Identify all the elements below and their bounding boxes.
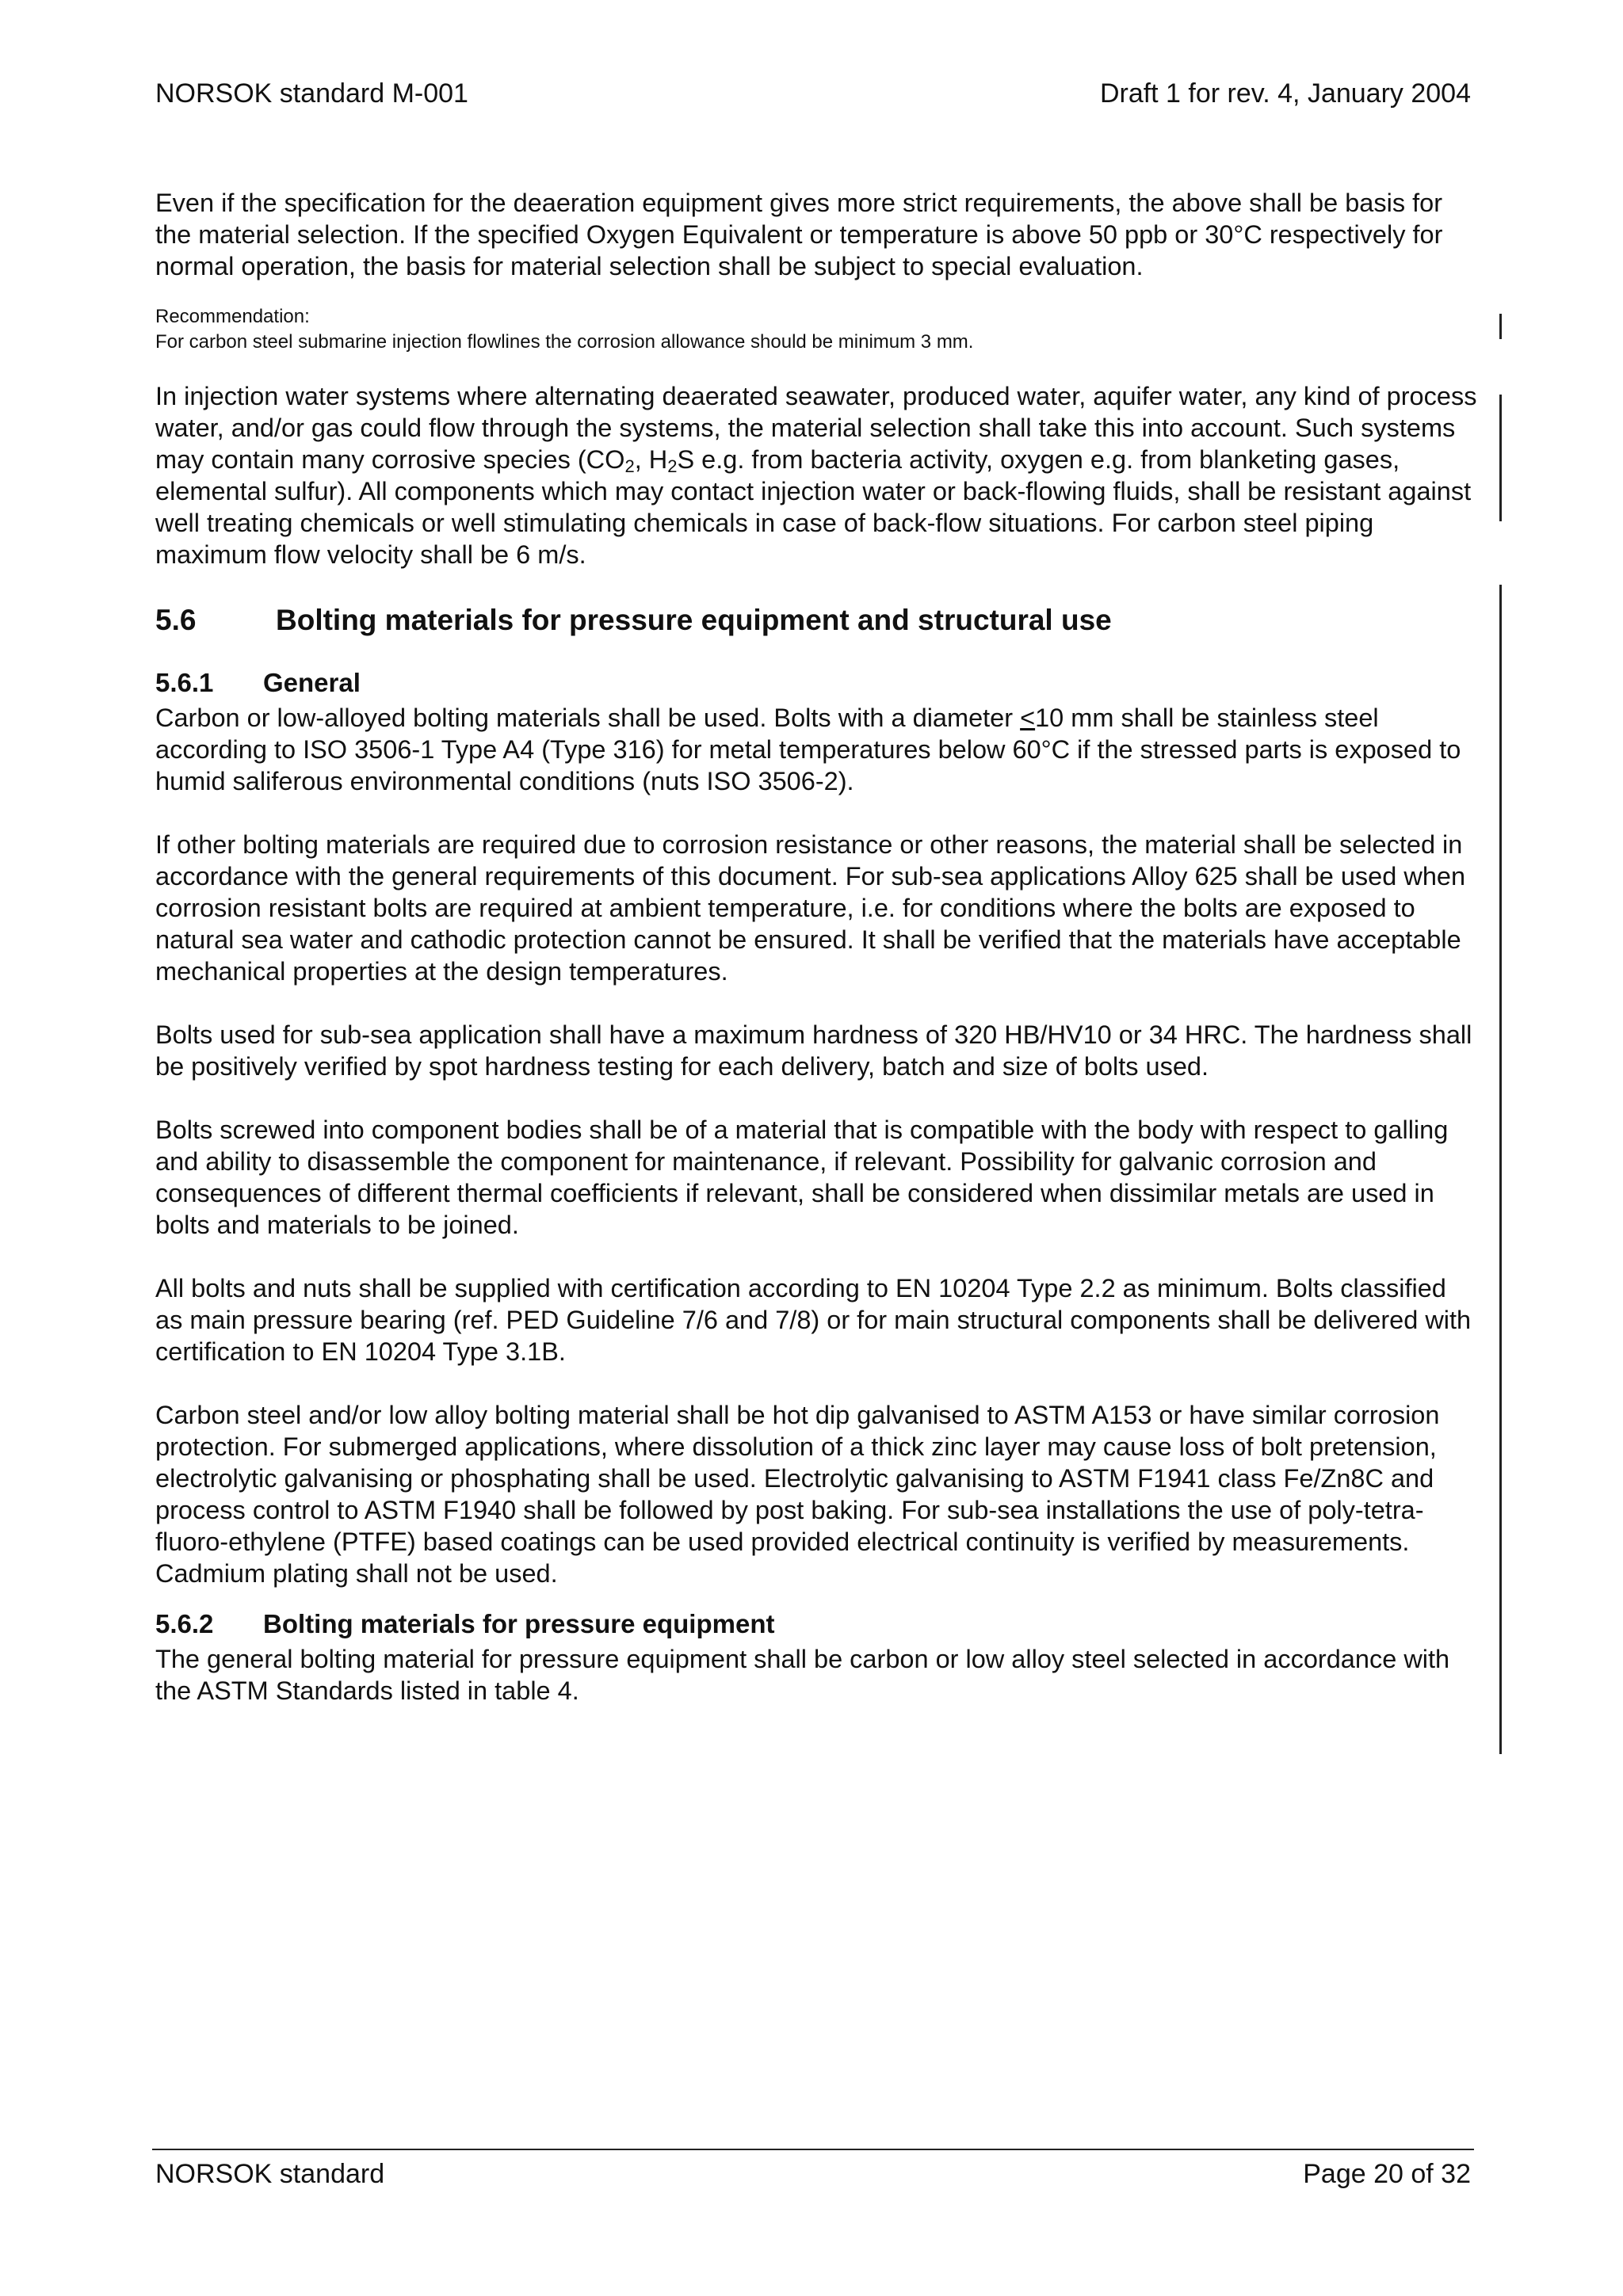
recommendation-label: Recommendation: (155, 306, 310, 327)
paragraph-general-3: Bolts used for sub-sea application shall have a maximum hardness of 320 HB/HV10 or 34 HRC. The hardness shall be positively verified by spot hardness testing for each delivery, batch and size of bolts used. (155, 1020, 1472, 1081)
paragraph-general-5: All bolts and nuts shall be supplied with certification according to EN 10204 Type 2.2 as minimum. Bolts classified as main pressure bearing (ref. PED Guideline 7/6 and 7/8) or for main structural components shall be delivered with certification to EN 10204 Type 3.1B. (155, 1274, 1472, 1366)
section-heading-5-6-1 (155, 667, 1479, 699)
header-draft-info: Draft 1 for rev. 4, January 2004 (1099, 78, 1471, 109)
section-title: General (263, 668, 361, 697)
paragraph-injection-water: In injection water systems where alternating deaerated seawater, produced water, aquifer water, any kind of process water, and/or gas could flow through the systems, the material selection shall take this into account. Such systems may contain many corrosive species ($CO_2$, $H_2S$ e.g. from bacteria activity, oxygen e.g. from blanketing gases, elemental sulfur). All components which may contact injection water or back-flowing fluids, shall be resistant against well treating chemicals or well stimulating chemicals in case of back-flow situations. For carbon steel piping maximum flow velocity shall be 6 m/s. (155, 382, 1477, 569)
page-number: Page 20 of 32 (1303, 2159, 1471, 2189)
section-number: 5.6 (155, 604, 197, 636)
section-number: 5.6.1 (155, 668, 214, 697)
paragraph-general-1: Carbon or low-alloyed bolting materials shall be used. Bolts with a diameter <10 mm shall be stainless steel according to ISO 3506-1 Type A4 (Type 316) for metal temperatures below 60°C if the stressed parts is exposed to humid saliferous environmental conditions (nuts ISO 3506-2). (155, 704, 1461, 795)
recommendation-text: For carbon steel submarine injection flowlines the corrosion allowance should be minimum 3 mm. (155, 331, 974, 353)
page-header (155, 78, 1471, 110)
document-body (155, 187, 1479, 1738)
paragraph-general-4: Bolts screwed into component bodies shall be of a material that is compatible with the body with respect to galling and ability to disassemble the component for maintenance, if relevant. Possibility for galvanic corrosion and consequences of different thermal coefficients if relevant, shall be considered when dissimilar metals are used in bolts and materials to be joined. (155, 1116, 1449, 1239)
recommendation-note (155, 304, 1479, 355)
section-title: Bolting materials for pressure equipment and structural use (276, 604, 1112, 636)
section-heading-5-6 (155, 602, 1479, 639)
paragraph-general-2: If other bolting materials are required due to corrosion resistance or other reasons, the material shall be selected in accordance with the general requirements of this document. For sub-sea applications Alloy 625 shall be used when corrosion resistant bolts are required at ambient temperature, i.e. for conditions where the bolts are exposed to natural sea water and cathodic protection cannot be ensured. It shall be verified that the materials have acceptable mechanical properties at the design temperatures. (155, 830, 1466, 986)
change-bar (1499, 314, 1502, 339)
section-number: 5.6.2 (155, 1609, 214, 1638)
footer-divider (152, 2149, 1474, 2150)
paragraph-general-6: Carbon steel and/or low alloy bolting material shall be hot dip galvanised to ASTM A153 or have similar corrosion protection. For submerged applications, where dissolution of a thick zinc layer may cause loss of bolt pretension, electrolytic galvanising or phosphating shall be used. Electrolytic galvanising to ASTM F1941 class Fe/Zn8C and process control to ASTM F1940 shall be followed by post baking. For sub-sea installations the use of poly-tetra-fluoro-ethylene (PTFE) based coatings can be used provided electrical continuity is verified by measurements. Cadmium plating shall not be used. (155, 1401, 1440, 1588)
change-bar (1499, 395, 1502, 521)
change-bar (1499, 585, 1502, 1754)
section-title: Bolting materials for pressure equipment (263, 1609, 775, 1638)
footer-standard-name: NORSOK standard (155, 2159, 385, 2189)
page-footer (155, 2158, 1471, 2191)
header-standard-name: NORSOK standard M-001 (155, 78, 468, 109)
paragraph-pressure-equipment: The general bolting material for pressure equipment shall be carbon or low alloy steel selected in accordance with the ASTM Standards listed in table 4. (155, 1645, 1450, 1705)
section-heading-5-6-2 (155, 1608, 1479, 1640)
paragraph-deaeration: Even if the specification for the deaeration equipment gives more strict requirements, the above shall be basis for the material selection. If the specified Oxygen Equivalent or temperature is above 50 ppb or 30°C respectively for normal operation, the basis for material selection shall be subject to special evaluation. (155, 189, 1443, 280)
